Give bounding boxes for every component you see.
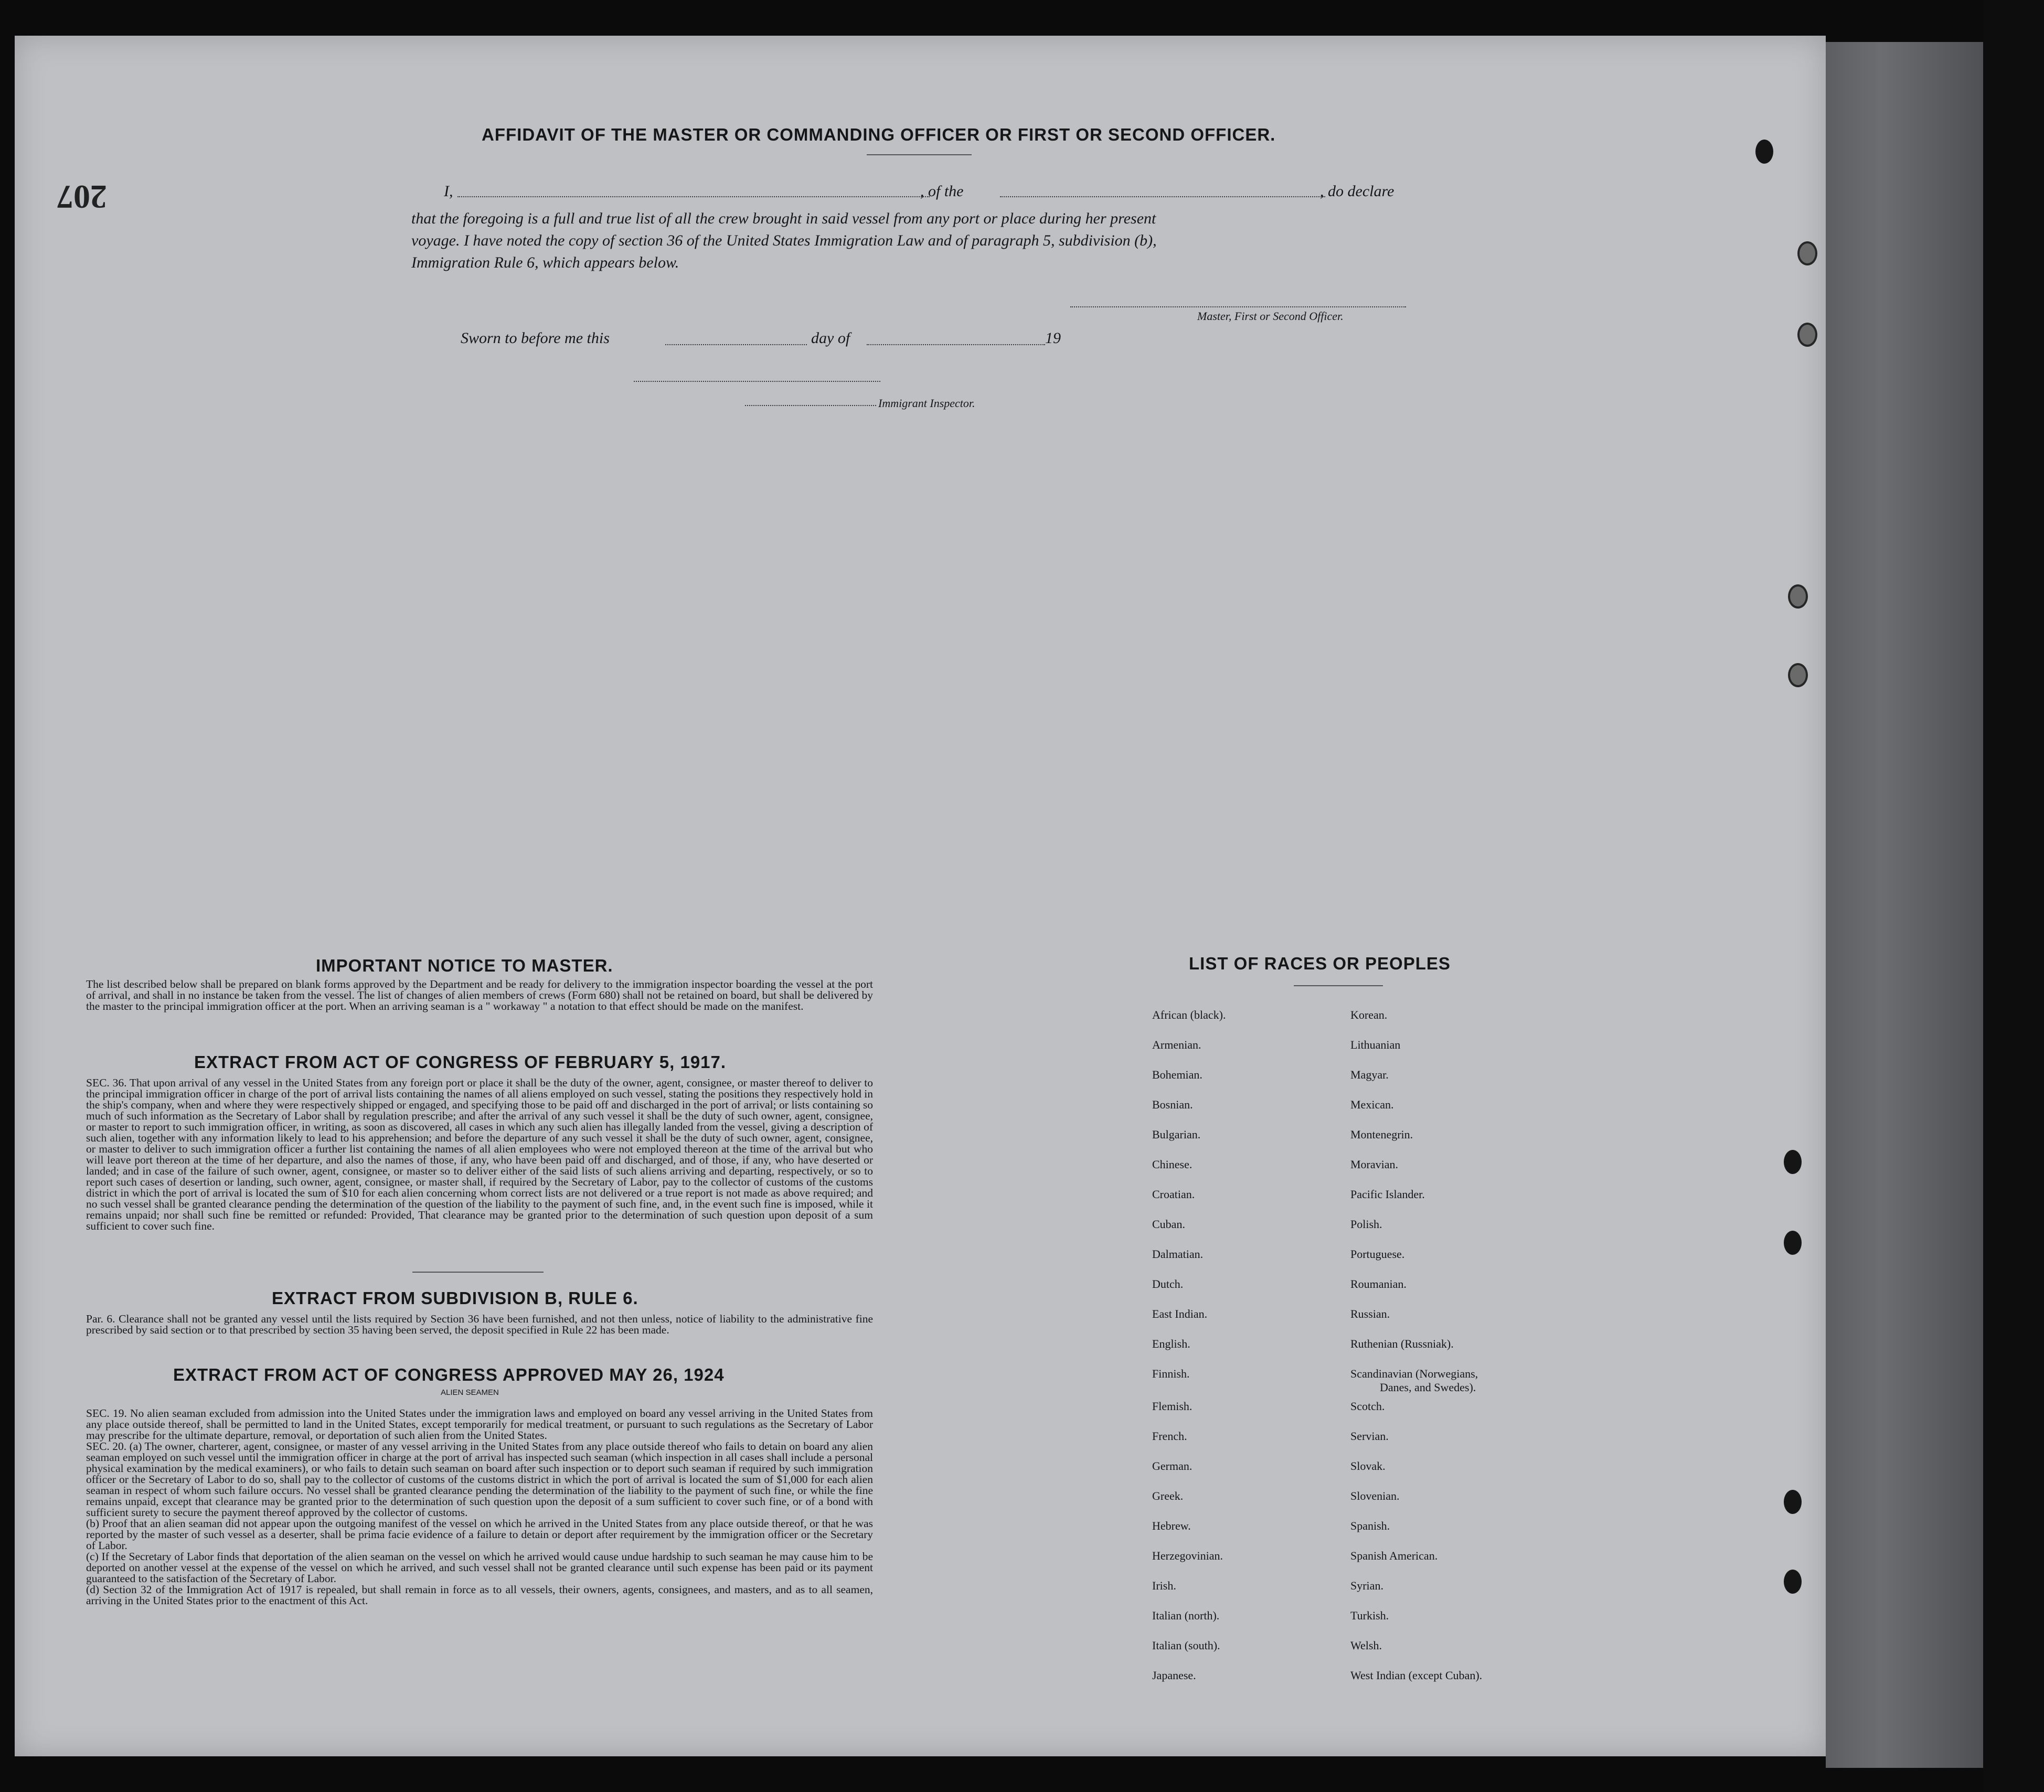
master-signature-label: Master, First or Second Officer. xyxy=(1197,310,1344,323)
race-item: Greek. xyxy=(1152,1489,1184,1502)
race-item: African (black). xyxy=(1152,1008,1226,1021)
race-item: Roumanian. xyxy=(1350,1277,1407,1290)
notice-title: IMPORTANT NOTICE TO MASTER. xyxy=(316,956,613,975)
race-item: Spanish. xyxy=(1350,1519,1390,1532)
race-item: Lithuanian xyxy=(1350,1038,1401,1051)
scanner-background xyxy=(1983,0,2044,1792)
binder-hole xyxy=(1797,241,1817,265)
race-item: Syrian. xyxy=(1350,1579,1383,1592)
race-item: Dalmatian. xyxy=(1152,1247,1204,1261)
extract-1917-title: EXTRACT FROM ACT OF CONGRESS OF FEBRUARY 5, 1917. xyxy=(194,1052,727,1072)
race-item: English. xyxy=(1152,1337,1190,1350)
race-item: Pacific Islander. xyxy=(1350,1188,1425,1201)
race-item: Italian (north). xyxy=(1152,1609,1220,1622)
sworn-day-field[interactable] xyxy=(665,344,807,345)
race-item-continuation: Danes, and Swedes). xyxy=(1380,1381,1476,1394)
page-edge-shadow xyxy=(1826,42,1983,1768)
declarant-name-field[interactable] xyxy=(457,196,930,197)
do-declare-label: , do declare xyxy=(1320,183,1394,200)
race-item: Flemish. xyxy=(1152,1400,1193,1413)
race-item: Dutch. xyxy=(1152,1277,1184,1290)
race-item: Polish. xyxy=(1350,1218,1382,1231)
extract-1924-subtitle: ALIEN SEAMEN xyxy=(441,1388,499,1397)
race-item: Moravian. xyxy=(1350,1158,1399,1171)
race-item: Slovak. xyxy=(1350,1459,1386,1473)
inspector-label: Immigrant Inspector. xyxy=(878,397,975,410)
affidavit-text: that the foregoing is a full and true list of all the crew brought in said vessel from any port or place during her present xyxy=(411,210,1156,227)
notice-text: The list described below shall be prepared on blank forms approved by the Department and be ready for delivery to the immigration inspector boarding the vessel at the port of arrival, and shall in no instance be taken from the vessel. The list of changes of alien members of crews (Form 680) shall not be retained on board, but shall be delivered by the master to the principal immigration officer at the port. When an arriving seaman is a " workaway " a notation to that effect should be made on the manifest. xyxy=(86,978,873,1012)
race-item: Slovenian. xyxy=(1350,1489,1400,1502)
race-item: Italian (south). xyxy=(1152,1639,1220,1652)
race-item: Magyar. xyxy=(1350,1068,1389,1081)
binder-hole xyxy=(1784,1490,1802,1514)
race-item: Scandinavian (Norwegians, xyxy=(1350,1367,1478,1380)
race-item: Hebrew. xyxy=(1152,1519,1191,1532)
race-item: Japanese. xyxy=(1152,1669,1196,1682)
race-item: Portuguese. xyxy=(1350,1247,1405,1261)
race-item: Montenegrin. xyxy=(1350,1128,1413,1141)
race-item: German. xyxy=(1152,1459,1193,1473)
subdivision-title: EXTRACT FROM SUBDIVISION B, RULE 6. xyxy=(272,1288,638,1308)
binder-hole xyxy=(1788,663,1808,687)
binder-hole xyxy=(1784,1570,1802,1594)
race-item: East Indian. xyxy=(1152,1307,1208,1320)
binder-hole xyxy=(1784,1150,1802,1174)
race-item: Korean. xyxy=(1350,1008,1388,1021)
race-item: Spanish American. xyxy=(1350,1549,1438,1562)
race-item: Finnish. xyxy=(1152,1367,1190,1380)
race-item: Scotch. xyxy=(1350,1400,1385,1413)
inspector-signature-line[interactable] xyxy=(634,381,880,382)
affidavit-text: Immigration Rule 6, which appears below. xyxy=(411,254,679,271)
extract-1924-title: EXTRACT FROM ACT OF CONGRESS APPROVED MAY 26, 1924 xyxy=(173,1365,725,1384)
title-rule xyxy=(867,154,972,155)
extract-1924-text: SEC. 19. No alien seaman excluded from admission into the United States under the immigration laws and employed on board any vessel arriving in the United States from any place outside thereof, shall be permitted to land in the United States, except temporarily for medical treatment, or pursuant to such regulations as the Secretary of Labor may prescribe for the ultimate departure, removal, or deportation of such alien from the United States. SEC. 20. (a) The owner, charterer, agent, consignee, or master of any vessel arriving in the United States from any place outside thereof who fails to detain on board any alien seaman employed on such vessel until the immigration officer in charge at the port of arrival has inspected such seaman (which inspection in all cases shall include a personal physical examination by the medical examiners), or who fails to detain such seaman on board after such inspection or to deport such seaman if required by such immigration officer or the Secretary of Labor to do so, shall pay to the collector of customs of the customs district in which the port of arrival is located the sum of $1,000 for each alien seaman in respect of whom such failure occurs. No vessel shall be granted clearance pending the determination of the liability to the payment of such fine, or while the fine remains unpaid, except that clearance may be granted prior to the determination of such question upon the deposit of a sum sufficient to cover such fine, or of a bond with sufficient surety to secure the payment thereof approved by the collector of customs. (b) Proof that an alien seaman did not appear upon the outgoing manifest of the vessel on which he arrived in the United States from any place outside thereof, or that he was reported by the master of such vessel as a deserter, shall be prima facie evidence of a failure to detain or deport after requirement by the immigration officer or the Secretary of Labor. (c) If the Secretary of Labor finds that deportation of the alien seaman on the vessel on which he arrived would cause undue hardship to such seaman he may cause him to be deported on another vessel at the expense of the vessel on which he arrived, and such vessel shall not be granted clearance until such expense has been paid or its payment guaranteed to the satisfaction of the Secretary of Labor. (d) Section 32 of the Immigration Act of 1917 is repealed, but shall remain in force as to all vessels, their owners, agents, consignees, and masters, and as to all seamen, arriving in the United States prior to the enactment of this Act. xyxy=(86,1407,873,1607)
declarant-label: I, xyxy=(444,183,453,200)
race-item: Servian. xyxy=(1350,1430,1389,1443)
race-item: French. xyxy=(1152,1430,1187,1443)
sworn-label: Sworn to before me this xyxy=(461,329,610,347)
master-signature-field[interactable] xyxy=(1070,306,1406,307)
race-item: Armenian. xyxy=(1152,1038,1201,1051)
affidavit-title: AFFIDAVIT OF THE MASTER OR COMMANDING OFFICER OR FIRST OR SECOND OFFICER. xyxy=(482,125,1276,144)
race-item: Russian. xyxy=(1350,1307,1390,1320)
extract-1917-text: SEC. 36. That upon arrival of any vessel in the United States from any foreign port or place it shall be the duty of the owner, agent, consignee, or master thereof to deliver to the principal immigration officer in charge of the port of arrival lists containing the names of all aliens employed on such vessel, stating the positions they respectively hold in the ship's company, when and where they were respectively shipped or engaged, and specifying those to be paid off and discharged in the port of arrival; or lists containing so much of such information as the Secretary of Labor shall by regulation prescribe; and after the arrival of any such vessel it shall be the duty of such owner, agent, consignee, or master to report to such immigration officer, in writing, as soon as discovered, all cases in which any such alien has illegally landed from the vessel, giving a description of such alien, together with any information likely to lead to his apprehension; and before the departure of any such vessel it shall be the duty of such owner, agent, consignee, or master to deliver to such immigration officer a further list containing the names of all alien employees who were not employed thereon at the time of the arrival but who will leave port thereon at the time of her departure, and also the names of those, if any, who have been paid off and discharged, and of those, if any, who have deserted or landed; and in case of the failure of such owner, agent, consignee, or master so to deliver either of the said lists of such aliens arriving and departing, respectively, or so to report such cases of desertion or landing, such owner, agent, consignee, or master shall, if required by the Secretary of Labor, pay to the collector of customs of the customs district in which the port of arrival is located the sum of $10 for each alien concerning whom correct lists are not delivered or a true report is not made as above required; and no such vessel shall be granted clearance pending the determination of the question of the liability to the payment of such fine, and, in the event such fine is imposed, while it remains unpaid; nor shall such fine be remitted or refunded: Provided, That clearance may be granted prior to the determination of such question upon deposit of a sum sufficient to cover such fine. xyxy=(86,1076,873,1232)
race-item: Cuban. xyxy=(1152,1218,1185,1231)
year-label: 19 xyxy=(1045,329,1061,347)
of-the-label: , of the xyxy=(920,183,964,200)
vessel-name-field[interactable] xyxy=(1000,196,1325,197)
race-item: Croatian. xyxy=(1152,1188,1195,1201)
race-item: Welsh. xyxy=(1350,1639,1382,1652)
race-item: Turkish. xyxy=(1350,1609,1389,1622)
race-item: Bosnian. xyxy=(1152,1098,1193,1111)
race-item: Irish. xyxy=(1152,1579,1176,1592)
binder-hole xyxy=(1797,323,1817,347)
race-item: Mexican. xyxy=(1350,1098,1394,1111)
section-rule xyxy=(412,1272,544,1273)
affidavit-text: voyage. I have noted the copy of section 36 of the United States Immigration Law and of paragraph 5, subdivision (b), xyxy=(411,232,1157,249)
race-item: Bulgarian. xyxy=(1152,1128,1201,1141)
race-item: Herzegovinian. xyxy=(1152,1549,1223,1562)
races-title-rule xyxy=(1294,985,1383,986)
sworn-month-field[interactable] xyxy=(867,344,1045,345)
binder-hole xyxy=(1784,1231,1802,1255)
inspector-signature-field[interactable] xyxy=(745,405,876,406)
day-of-label: day of xyxy=(811,329,850,347)
binder-hole xyxy=(1755,140,1773,164)
race-item: Bohemian. xyxy=(1152,1068,1202,1081)
binder-hole xyxy=(1788,584,1808,609)
race-item: Ruthenian (Russniak). xyxy=(1350,1337,1454,1350)
page-number-stamp: 207 xyxy=(57,178,107,216)
subdivision-text: Par. 6. Clearance shall not be granted any vessel until the lists required by Section 36 have been furnished, and not then unless, notice of liability to the administrative fine prescribed by said section or to that prescribed by section 35 having been served, the deposit specified in Rule 22 has been made. xyxy=(86,1313,873,1336)
races-title: LIST OF RACES OR PEOPLES xyxy=(1189,954,1451,973)
race-item: West Indian (except Cuban). xyxy=(1350,1669,1483,1682)
race-item: Chinese. xyxy=(1152,1158,1193,1171)
